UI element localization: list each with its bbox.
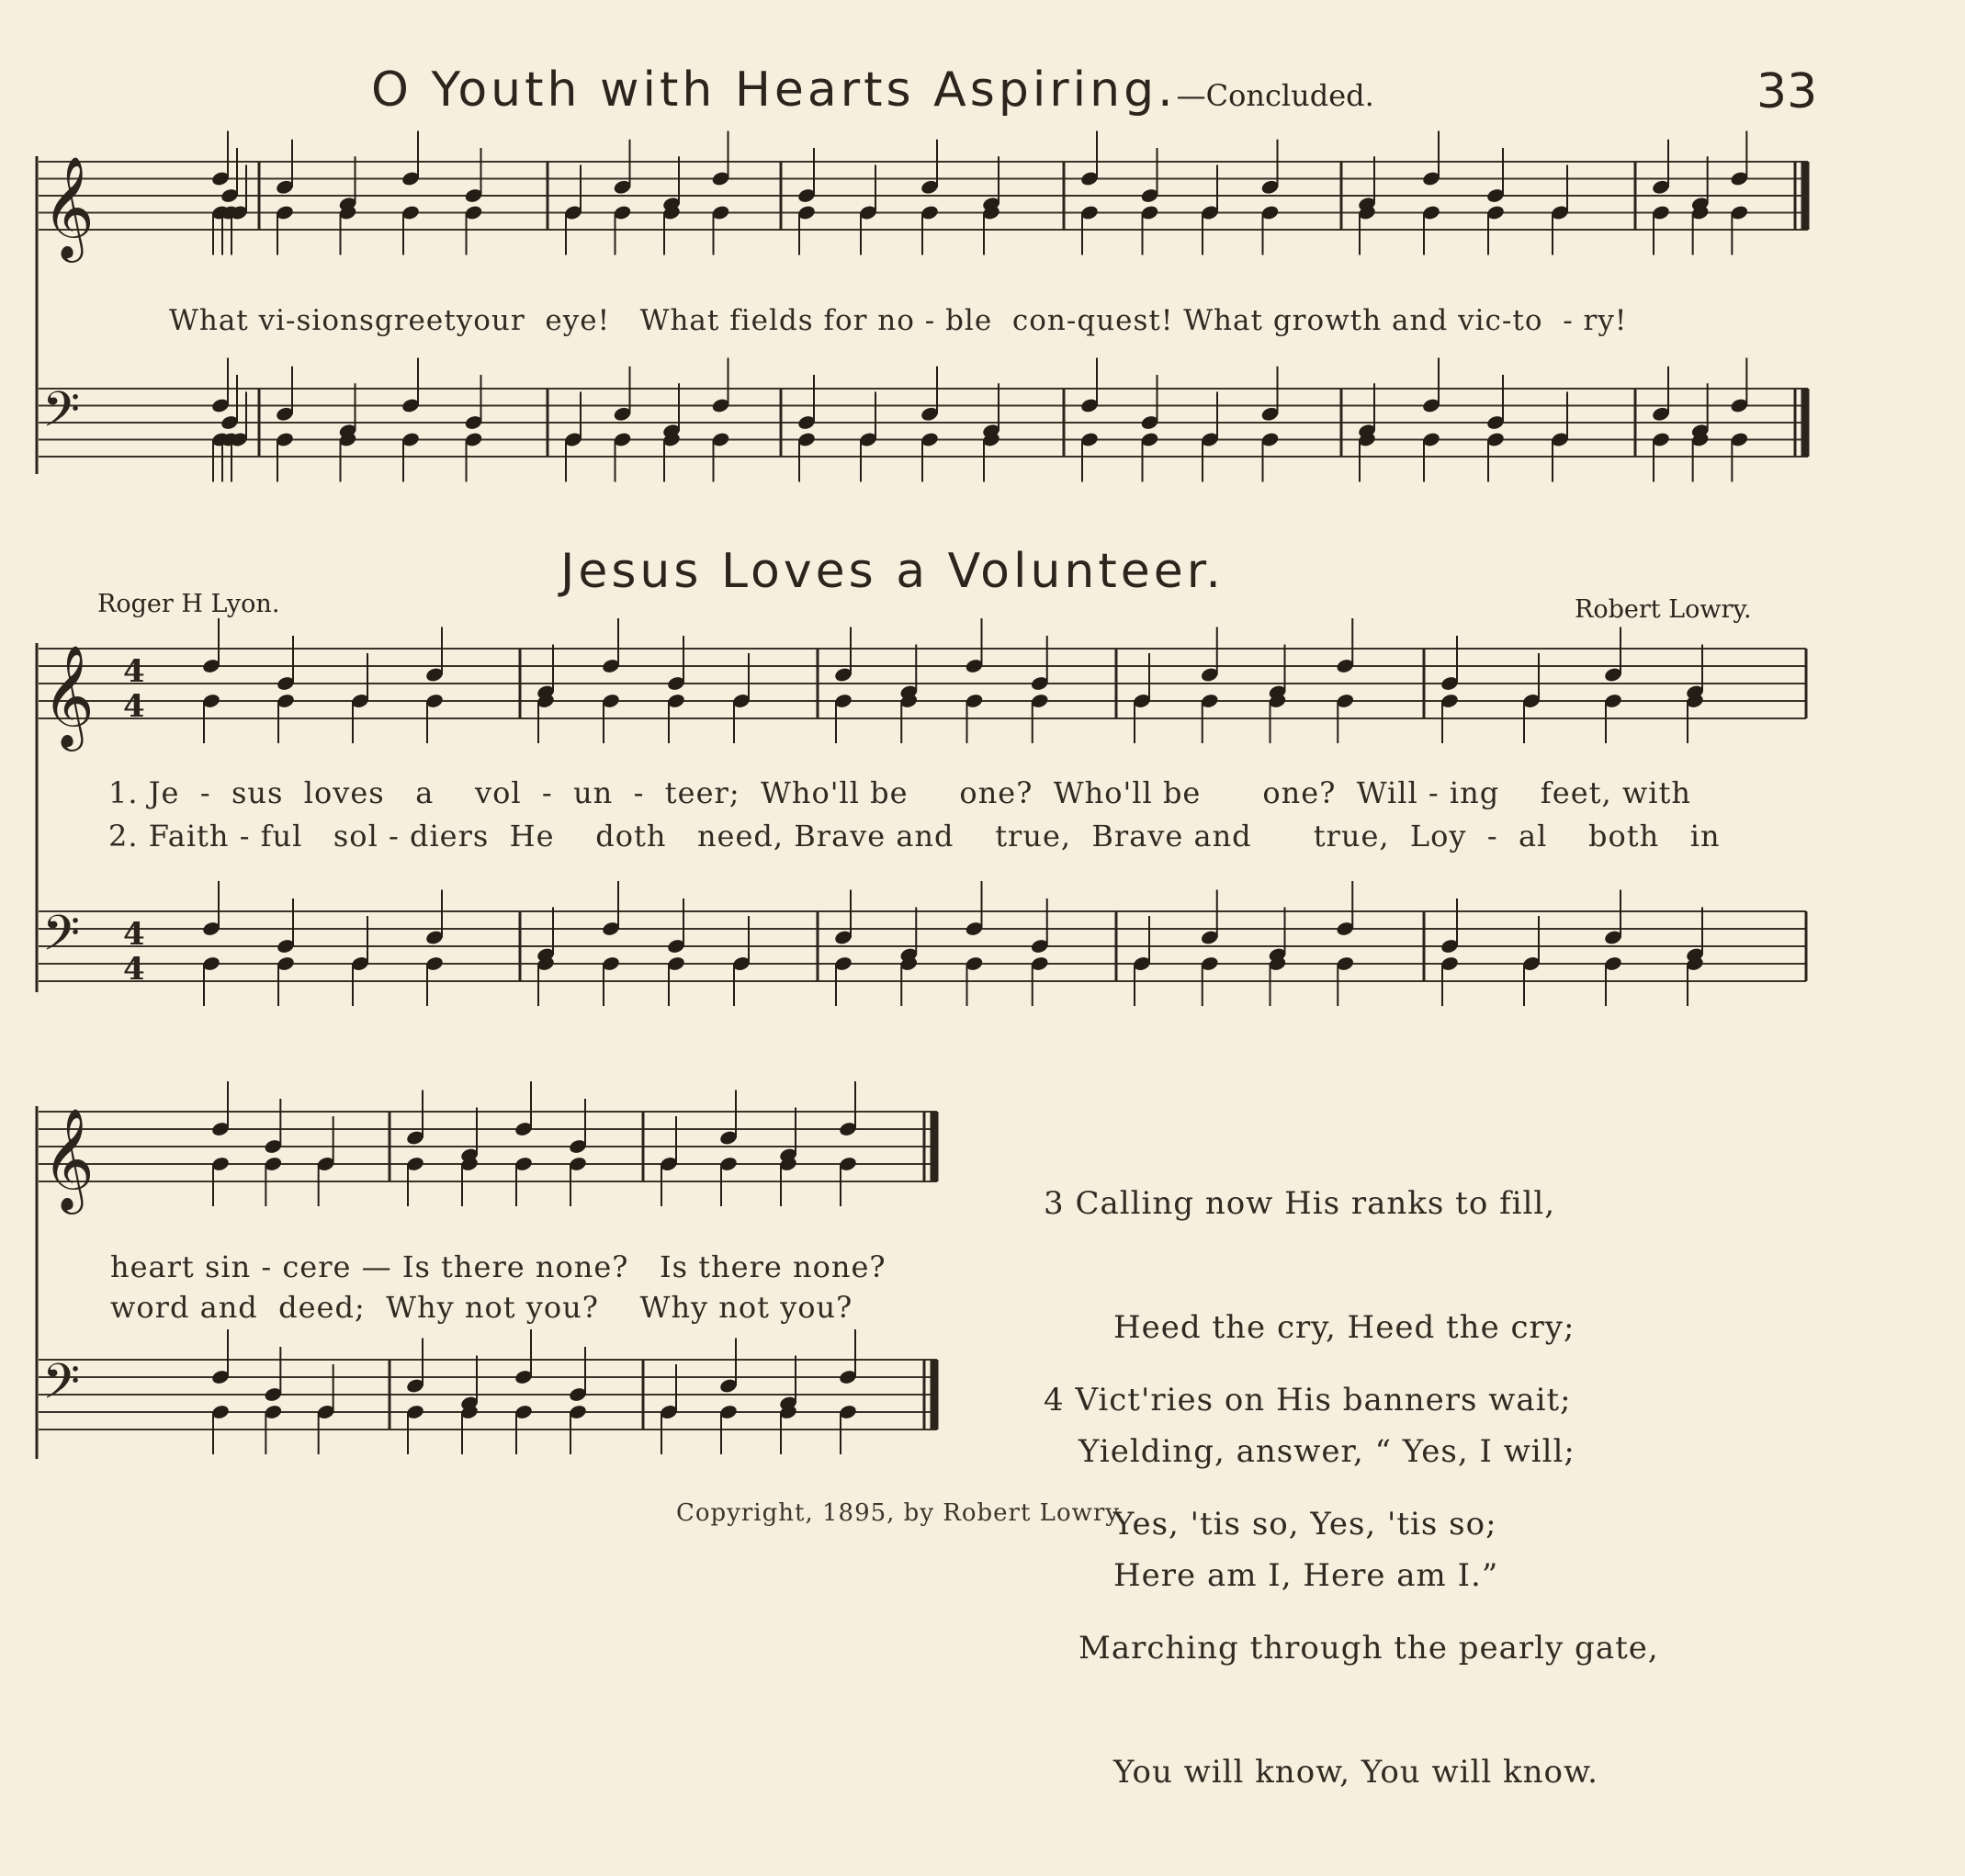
system1-verse2-lyrics: 2. Faith - ful sol - diers He doth need, Brave and true, Brave and true, Loy - al both in xyxy=(108,819,1721,853)
time-signature-bottom: 4 xyxy=(123,688,145,726)
verse4-line: You will know, You will know. xyxy=(1113,1754,1598,1791)
system1-verse1-lyrics: 1. Je - sus loves a vol - un - teer; Who'll be one? Who'll be one? Will - ing feet, with xyxy=(108,775,1691,810)
bass-clef-icon: 𝄢 xyxy=(42,382,81,450)
time-signature-top: 4 xyxy=(123,916,145,954)
verse3-line: Heed the cry, Heed the cry; xyxy=(1113,1309,1575,1346)
copyright-notice: Copyright, 1895, by Robert Lowry. xyxy=(676,1499,1125,1527)
bass-clef-icon: 𝄢 xyxy=(42,1354,81,1422)
treble-clef-icon: 𝄞 xyxy=(42,644,95,747)
treble-clef-icon: 𝄞 xyxy=(42,155,95,258)
verse3-line: Here am I, Here am I.” xyxy=(1113,1557,1499,1594)
verse3-line: Yielding, answer, “ Yes, I will; xyxy=(1078,1433,1575,1470)
verse4-line: Yes, 'tis so, Yes, 'tis so; xyxy=(1113,1506,1497,1543)
system2-verse1-lyrics: heart sin - cere — Is there none? Is there none? xyxy=(110,1249,887,1284)
author-credit: Roger H Lyon. xyxy=(97,590,280,618)
bass-clef-icon: 𝄢 xyxy=(42,906,81,974)
verse4-line: 4 Vict'ries on His banners wait; xyxy=(1044,1382,1572,1418)
treble-clef-icon: 𝄞 xyxy=(42,1107,95,1210)
concluded-label: —Concluded. xyxy=(1176,78,1374,113)
hymn1-lyrics: What vi-sionsgreetyour eye! What fields for no - ble con-quest! What growth and vic-to - ry! xyxy=(169,304,1628,337)
time-signature-bottom: 4 xyxy=(123,951,145,989)
hymn1-title-line xyxy=(371,62,1374,118)
hymn2-title: Jesus Loves a Volunteer. xyxy=(560,544,1225,599)
verse-4 xyxy=(1044,1297,1659,1876)
system2-verse2-lyrics: word and deed; Why not you? Why not you? xyxy=(110,1290,853,1325)
page-number: 33 xyxy=(1756,64,1818,119)
verse3-line: 3 Calling now His ranks to fill, xyxy=(1044,1185,1556,1222)
verse4-line: Marching through the pearly gate, xyxy=(1078,1630,1659,1667)
time-signature-top: 4 xyxy=(123,653,145,691)
composer-credit: Robert Lowry. xyxy=(1575,595,1752,624)
hymn1-title: O Youth with Hearts Aspiring. xyxy=(371,62,1177,118)
